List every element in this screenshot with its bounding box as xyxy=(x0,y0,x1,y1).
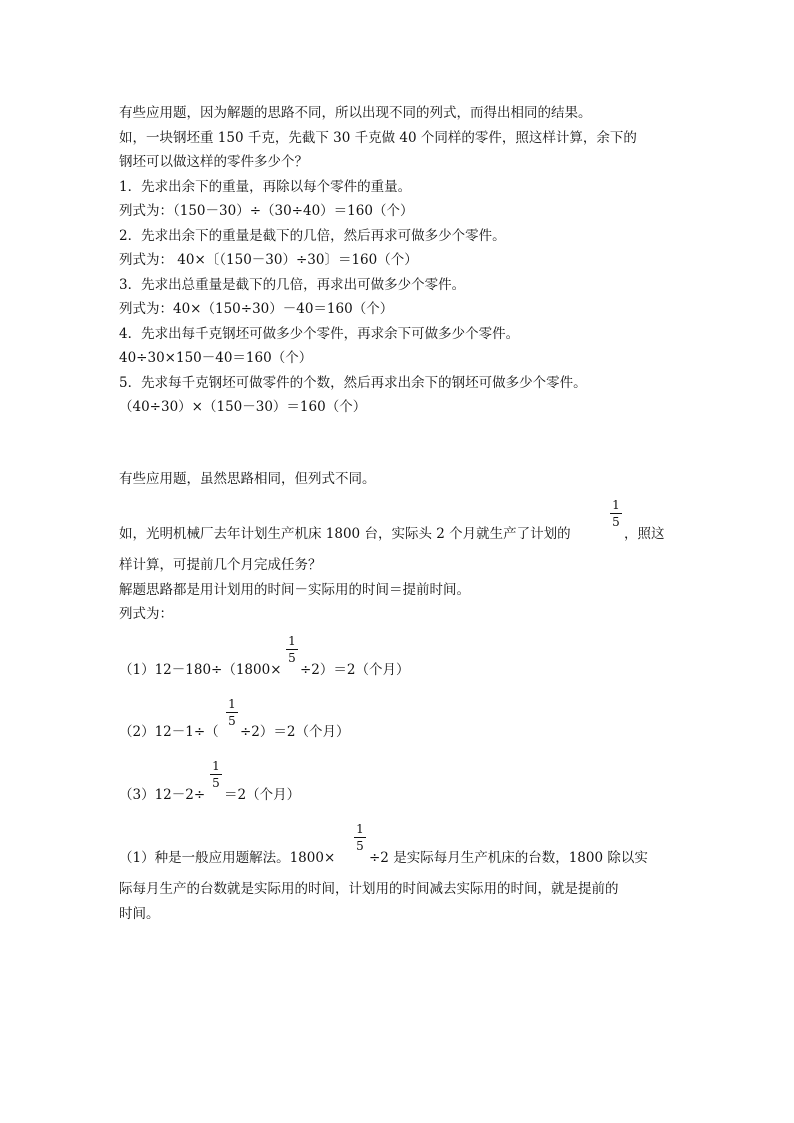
section1-intro: 有些应用题，因为解题的思路不同，所以出现不同的列式，而得出相同的结果。 xyxy=(119,105,592,121)
fraction-denominator: 5 xyxy=(228,714,236,728)
formula3-start: （3）12－2÷ xyxy=(119,787,206,803)
method4-formula: 40÷30×150－40＝160（个） xyxy=(119,350,313,366)
section2-example-line2: 样计算，可提前几个月完成任务？ xyxy=(119,557,322,573)
fraction-denominator: 5 xyxy=(612,515,620,529)
method5-description: 5．先求每千克钢坯可做零件的个数，然后再求出余下的钢坯可做多少个零件。 xyxy=(119,375,587,391)
formula3-end: ＝2（个月） xyxy=(224,787,301,803)
section1-example-line2: 钢坯可以做这样的零件多少个？ xyxy=(119,154,308,170)
formula-label: 列式为： xyxy=(119,606,173,622)
section1-example-line1: 如，一块钢坯重 150 千克，先截下 30 千克做 40 个同样的零件，照这样计算，余下的 xyxy=(119,130,637,146)
method1-formula: 列式为：（150－30）÷（30÷40）＝160（个） xyxy=(119,203,414,219)
method3-description: 3．先求出总重量是截下的几倍，再求出可做多少个零件。 xyxy=(119,277,466,293)
fraction-numerator: 1 xyxy=(354,822,366,838)
formula1-end: ÷2）＝2（个月） xyxy=(300,662,410,678)
fraction-numerator: 1 xyxy=(286,634,298,650)
method2-description: 2．先求出余下的重量是截下的几倍，然后再求可做多少个零件。 xyxy=(119,228,506,244)
fraction-one-fifth xyxy=(610,498,622,529)
method1-description: 1．先求出余下的重量，再除以每个零件的重量。 xyxy=(119,179,412,195)
fraction-one-fifth xyxy=(286,634,298,665)
explanation-line1-start: （1）种是一般应用题解法。1800× xyxy=(119,850,336,866)
section2-example-line1 xyxy=(119,524,571,544)
formula1-start: （1）12－180÷（1800× xyxy=(119,662,282,678)
method3-formula: 列式为：40×（150÷30）－40＝160（个） xyxy=(119,301,394,317)
formula2-start: （2）12－1÷（ xyxy=(119,724,219,740)
formula2-end: ÷2）＝2（个月） xyxy=(240,724,350,740)
method5-formula: （40÷30）×（150－30）＝160（个） xyxy=(119,399,367,415)
fraction-numerator: 1 xyxy=(226,697,238,713)
fraction-one-fifth xyxy=(226,697,238,728)
fraction-one-fifth xyxy=(354,822,366,853)
fraction-denominator: 5 xyxy=(356,839,364,853)
fraction-one-fifth xyxy=(210,759,222,790)
method4-description: 4．先求出每千克钢坯可做多少个零件，再求余下可做多少个零件。 xyxy=(119,326,520,342)
section2-example-line1-end: ，照这 xyxy=(624,526,665,542)
explanation-line2: 际每月生产的台数就是实际用的时间，计划用的时间减去实际用的时间，就是提前的 xyxy=(119,881,619,897)
explanation-line1-end: ÷2 是实际每月生产机床的台数，1800 除以实 xyxy=(369,850,648,866)
fraction-denominator: 5 xyxy=(212,776,220,790)
fraction-denominator: 5 xyxy=(288,651,296,665)
fraction-numerator: 1 xyxy=(210,759,222,775)
section2-intro: 有些应用题，虽然思路相同，但列式不同。 xyxy=(119,471,376,487)
section2-approach: 解题思路都是用计划用的时间－实际用的时间＝提前时间。 xyxy=(119,582,470,598)
explanation-line3: 时间。 xyxy=(119,906,160,922)
method2-formula: 列式为： 40×〔（150－30）÷30〕＝160（个） xyxy=(119,252,418,268)
section2-example-line1-start: 如，光明机械厂去年计划生产机床 1800 台，实际头 2 个月就生产了计划的 xyxy=(119,526,571,542)
fraction-numerator: 1 xyxy=(610,498,622,514)
